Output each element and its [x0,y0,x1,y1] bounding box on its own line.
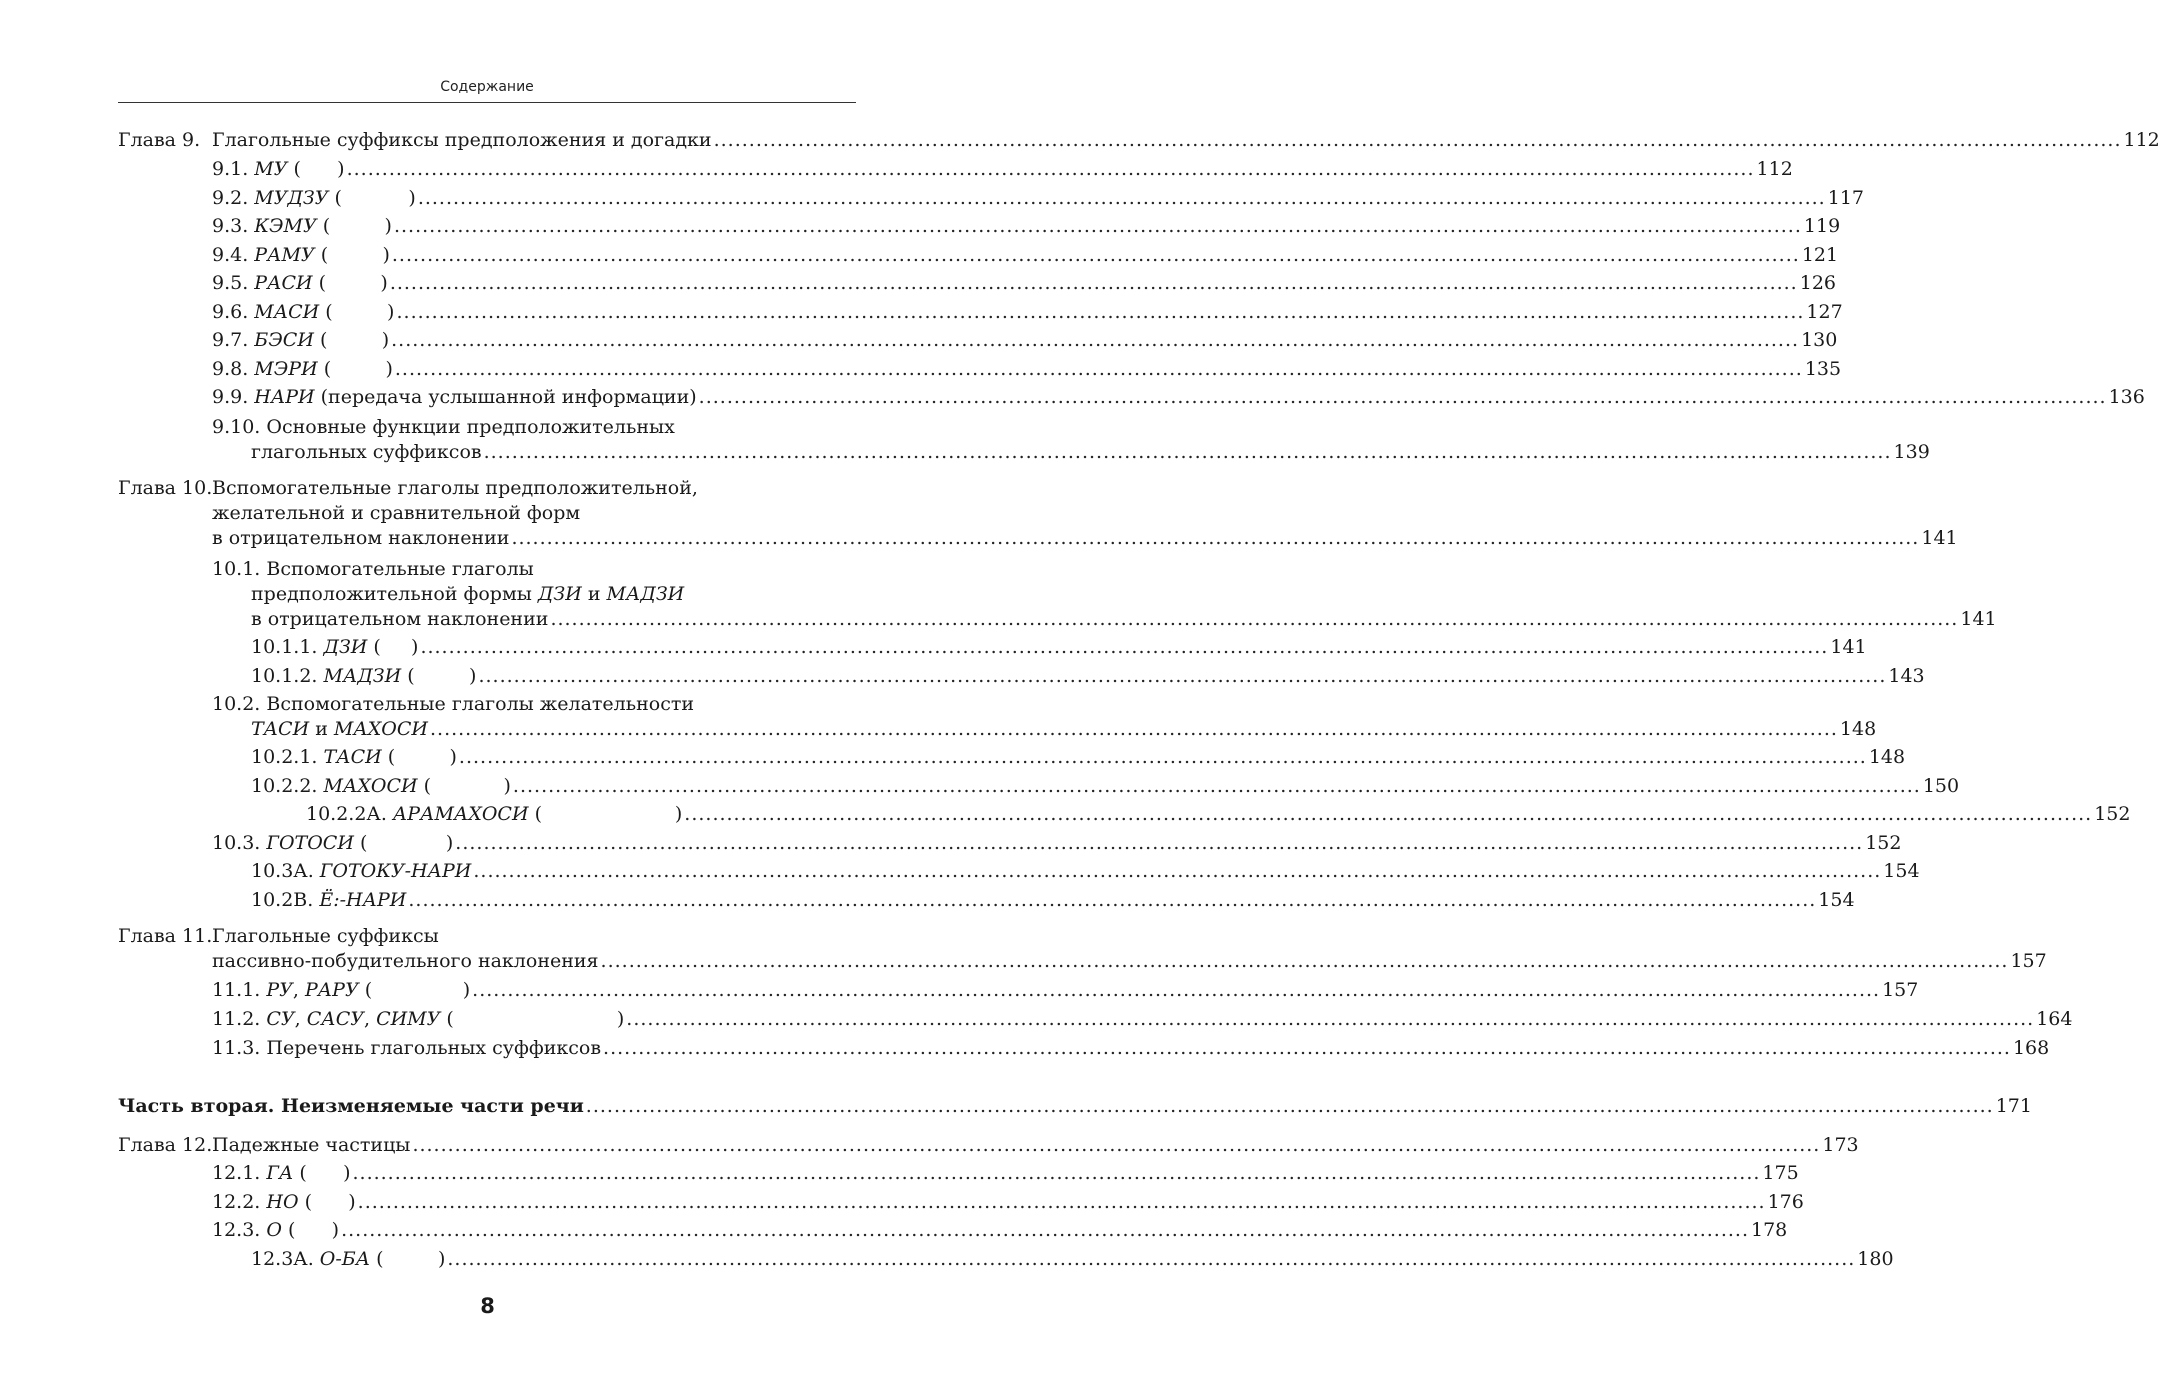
toc-entry-title: О [266,1219,282,1241]
toc-entry-rest: ( ) [313,329,390,351]
toc-entry-text: Падежные частицы [212,1134,411,1156]
toc-page-number: 157 [2010,950,2047,972]
toc-entry-10-1-1[interactable] [251,633,1867,661]
toc-entry-rest: ( ) [353,832,454,854]
toc-entry-title: МАДЗИ [323,665,402,687]
dot-leader: ........................................................................................................................................................................................................ [389,272,1798,294]
dot-leader: ........................................................................................................................................................................................................ [713,129,2122,151]
toc-entry-12-1[interactable] [212,1159,1799,1187]
toc-entry-rest: ( ) [281,1219,340,1241]
dot-leader: ........................................................................................................................................................................................................ [429,718,1838,740]
toc-entry-num: 12.3. [212,1219,267,1241]
toc-entry-num: 10.2.2. [251,775,324,797]
toc-entry-rest: ( ) [287,158,345,180]
toc-page-number: 154 [1883,860,1920,882]
toc-page-number: 148 [1839,718,1877,740]
toc-entry-rest: ( ) [381,746,457,768]
toc-page-number: 175 [1762,1162,1799,1184]
dot-leader: ........................................................................................................................................................................................................ [684,803,2093,825]
toc-entry-num: 9.3. [212,215,255,237]
toc-entry-10-3[interactable] [212,829,1902,857]
toc-entry-num: 9.1. [212,158,255,180]
toc-entry-rest: ( ) [328,187,416,209]
dot-leader: ........................................................................................................................................................................................................ [600,950,2009,972]
toc-entry-rest: ( ) [319,301,395,323]
toc-page-number: 152 [2094,803,2131,825]
toc-page-number: 112 [1756,158,1793,180]
chapter-9-label: Глава 9. [118,129,201,151]
dot-leader: ........................................................................................................................................................................................................ [698,386,2107,408]
toc-entry-title: СУ [266,1008,295,1030]
dot-leader: ........................................................................................................................................................................................................ [626,1008,2035,1030]
dot-leader: ........................................................................................................................................................................................................ [420,636,1829,658]
toc-page-number: 119 [1803,215,1841,237]
toc-page-number: 178 [1751,1219,1788,1241]
toc-entry-10-2b[interactable] [251,886,1855,914]
toc-entry-num: 12.3А. [251,1248,320,1270]
toc-entry-num: 9.9. [212,386,255,408]
toc-entry-9-9[interactable] [212,383,2145,411]
toc-entry-10-2-2[interactable] [251,772,1960,800]
toc-entry-mid: , [292,979,305,1001]
toc-entry-text: в отрицательном наклонении [251,608,549,630]
chapter-10-line1: Вспомогательные глаголы предположительной, [212,477,698,499]
toc-page-number: 136 [2108,386,2145,408]
dot-leader: ........................................................................................................................................................................................................ [458,746,1867,768]
toc-entry-title: ДЗИ [323,636,368,658]
toc-entry-9-3[interactable] [212,212,1841,240]
toc-entry-num: 9.5. [212,272,255,294]
toc-entry-10-2[interactable] [251,715,1877,743]
toc-entry-12-2[interactable] [212,1188,1804,1216]
toc-entry-ch9[interactable] [212,126,2160,154]
toc-entry-ch11[interactable] [212,947,2047,975]
toc-entry-title: РАМУ [254,244,315,266]
toc-entry-10-2-2a[interactable] [306,800,2131,828]
toc-entry-rest: ( ) [316,215,392,237]
toc-entry-9-2[interactable] [212,184,1864,212]
toc-entry-num: 10.3А. [251,860,320,882]
toc-entry-num: 10.2В. [251,889,320,911]
toc-entry-title: НО [266,1191,299,1213]
toc-page-number: 141 [1921,527,1958,549]
toc-entry-title2: САСУ [306,1008,364,1030]
toc-entry-text: Глагольные суффиксы предположения и догадки [212,129,712,151]
toc-entry-title: КЭМУ [254,215,317,237]
toc-page-number: 139 [1893,441,1930,463]
toc-entry-10-3a[interactable] [251,857,1920,885]
toc-entry-9-8[interactable] [212,355,1842,383]
toc-entry-title: ГОТОСИ [266,832,354,854]
toc-page-number: 127 [1806,301,1843,323]
toc-entry-rest: ( ) [367,636,419,658]
toc-entry-9-10[interactable] [251,438,1930,466]
toc-entry-num: 9.8. [212,358,255,380]
dot-leader: ........................................................................................................................................................................................................ [550,608,1959,630]
toc-entry-12-3[interactable] [212,1216,1788,1244]
dot-leader: ........................................................................................................................................................................................................ [483,441,1892,463]
toc-page-number: 171 [1995,1095,2032,1117]
toc-entry-ch10[interactable] [212,524,1958,552]
toc-entry-rest: ( ) [317,358,393,380]
toc-page-number: 148 [1868,746,1906,768]
header-rule [118,102,856,103]
toc-entry-num: 10.2.1. [251,746,324,768]
toc-entry-9-1[interactable] [212,155,1793,183]
toc-entry-9-5[interactable] [212,269,1836,297]
toc-entry-num: 9.7. [212,329,255,351]
dot-leader: ........................................................................................................................................................................................................ [391,244,1800,266]
toc-entry-title: МАСИ [254,301,320,323]
toc-entry-rest: ( ) [417,775,511,797]
chapter-12-label: Глава 12. [118,1134,213,1156]
toc-entry-title2: РАРУ [305,979,359,1001]
toc-entry-num: 9.4. [212,244,255,266]
toc-entry-title: БЭСИ [254,329,314,351]
toc-entry-num: 11.1. [212,979,267,1001]
chapter-10-line2: желательной и сравнительной форм [212,502,581,524]
toc-entry-ch12[interactable] [212,1131,1859,1159]
toc-entry-11-3[interactable] [212,1034,2050,1062]
toc-page-number: 152 [1865,832,1902,854]
dot-leader: ........................................................................................................................................................................................................ [391,329,1800,351]
toc-page-number: 173 [1822,1134,1859,1156]
toc-page-number: 141 [1960,608,1997,630]
dot-leader: ........................................................................................................................................................................................................ [341,1219,1749,1241]
chapter-10-label: Глава 10. [118,477,213,499]
page-number: 8 [480,1294,495,1318]
toc-entry-rest: ( ) [312,272,388,294]
toc-entry-rest: ( ) [314,244,390,266]
dot-leader: ........................................................................................................................................................................................................ [478,665,1887,687]
toc-page-number: 154 [1818,889,1855,911]
toc-entry-title: РУ [266,979,293,1001]
dot-leader: ........................................................................................................................................................................................................ [473,860,1882,882]
toc-entry-rest: ( ) [401,665,477,687]
toc-page-number: 141 [1830,636,1867,658]
dot-leader: ........................................................................................................................................................................................................ [352,1162,1761,1184]
toc-entry-num: 9.2. [212,187,255,209]
toc-entry-rest: ( ) [358,979,471,1001]
toc-page-number: 126 [1799,272,1836,294]
toc-entry-text: 11.3. Перечень глагольных суффиксов [212,1037,602,1059]
toc-page-number: 157 [1882,979,1919,1001]
toc-page-number: 164 [2036,1008,2073,1030]
toc-page-number: 117 [1827,187,1864,209]
dot-leader: ........................................................................................................................................................................................................ [408,889,1817,911]
toc-entry-title2: МАХОСИ [333,718,428,740]
dot-leader: ........................................................................................................................................................................................................ [394,358,1803,380]
chapter-11-line1: Глагольные суффиксы [212,925,439,947]
toc-entry-10-2-1[interactable] [251,743,1906,771]
dot-leader: ........................................................................................................................................................................................................ [412,1134,1821,1156]
toc-entry-num: 9.6. [212,301,255,323]
toc-entry-num: 10.2.2А. [306,803,393,825]
dot-leader: ........................................................................................................................................................................................................ [447,1248,1856,1270]
dot-leader: ........................................................................................................................................................................................................ [512,775,1921,797]
dot-leader: ........................................................................................................................................................................................................ [455,832,1864,854]
toc-page-number: 180 [1857,1248,1894,1270]
dot-leader: ........................................................................................................................................................................................................ [396,301,1805,323]
toc-entry-title: ГОТОКУ-НАРИ [319,860,472,882]
toc-page-number: 135 [1804,358,1842,380]
toc-entry-title: НАРИ [254,386,315,408]
toc-entry-num: 10.3. [212,832,267,854]
toc-entry-title3: СИМУ [376,1008,441,1030]
toc-entry-rest: ( ) [528,803,683,825]
toc-entry-num: 10.1.1. [251,636,324,658]
toc-entry-12-3a[interactable] [251,1245,1894,1273]
toc-entry-title: МУ [254,158,288,180]
toc-page-number: 168 [2012,1037,2050,1059]
toc-entry-9-6[interactable] [212,298,1843,326]
toc-entry-mid: и [309,718,334,740]
dot-leader: ........................................................................................................................................................................................................ [472,979,1881,1001]
toc-entry-num: 10.1.2. [251,665,324,687]
toc-page-number: 150 [1922,775,1960,797]
toc-entry-title: Ё:-НАРИ [319,889,407,911]
dot-leader: ........................................................................................................................................................................................................ [357,1191,1766,1213]
section-10-2-line1: 10.2. Вспомогательные глаголы желательности [212,693,695,715]
toc-entry-11-1[interactable] [212,976,1919,1004]
toc-entry-title: МАХОСИ [323,775,418,797]
dot-leader: ........................................................................................................................................................................................................ [585,1095,1994,1117]
toc-entry-text: глагольных суффиксов [251,441,482,463]
toc-entry-mid: , [294,1008,307,1030]
toc-page-number: 176 [1767,1191,1804,1213]
toc-entry-9-7[interactable] [212,326,1838,354]
toc-entry-title: ТАСИ [251,718,310,740]
toc-entry-title: МЭРИ [254,358,318,380]
toc-entry-title: РАСИ [254,272,313,294]
toc-entry-11-2[interactable] [212,1005,2073,1033]
toc-entry-title: ТАСИ [323,746,382,768]
dot-leader: ........................................................................................................................................................................................................ [393,215,1802,237]
toc-entry-num: 11.2. [212,1008,267,1030]
toc-entry-num: 12.1. [212,1162,267,1184]
toc-entry-text: в отрицательном наклонении [212,527,510,549]
toc-entry-10-1-2[interactable] [251,662,1925,690]
running-head: Содержание [440,79,534,95]
toc-entry-9-4[interactable] [212,241,1839,269]
toc-entry-num: 12.2. [212,1191,267,1213]
toc-page-number: 143 [1888,665,1925,687]
toc-entry-text: Часть вторая. Неизменяемые части речи [118,1095,584,1117]
toc-entry-rest: ( ) [440,1008,625,1030]
dot-leader: ........................................................................................................................................................................................................ [511,527,1920,549]
toc-entry-mid2: , [363,1008,377,1030]
dot-leader: ........................................................................................................................................................................................................ [346,158,1755,180]
section-10-1-line2: предположительной формы ДЗИ и МАДЗИ [251,583,685,605]
toc-entry-9-10-line1: 9.10. Основные функции предположительных [212,416,675,438]
chapter-11-label: Глава 11. [118,925,213,947]
toc-entry-rest: ( ) [370,1248,446,1270]
toc-entry-part2[interactable] [118,1092,2032,1120]
toc-entry-rest: ( ) [293,1162,351,1184]
section-10-1-line1: 10.1. Вспомогательные глаголы [212,558,534,580]
toc-entry-text: пассивно-побудительного наклонения [212,950,599,972]
dot-leader: ........................................................................................................................................................................................................ [603,1037,2011,1059]
toc-entry-title: АРАМАХОСИ [392,803,529,825]
toc-entry-rest: (передача услышанной информации) [314,386,697,408]
toc-entry-rest: ( ) [298,1191,356,1213]
toc-entry-10-1[interactable] [251,605,1997,633]
toc-page-number: 121 [1801,244,1839,266]
toc-page-number: 130 [1801,329,1838,351]
toc-page-number: 112 [2123,129,2160,151]
toc-entry-title: МУДЗУ [254,187,329,209]
toc-entry-title: ГА [266,1162,294,1184]
toc-entry-title: О-БА [319,1248,371,1270]
dot-leader: ........................................................................................................................................................................................................ [417,187,1826,209]
